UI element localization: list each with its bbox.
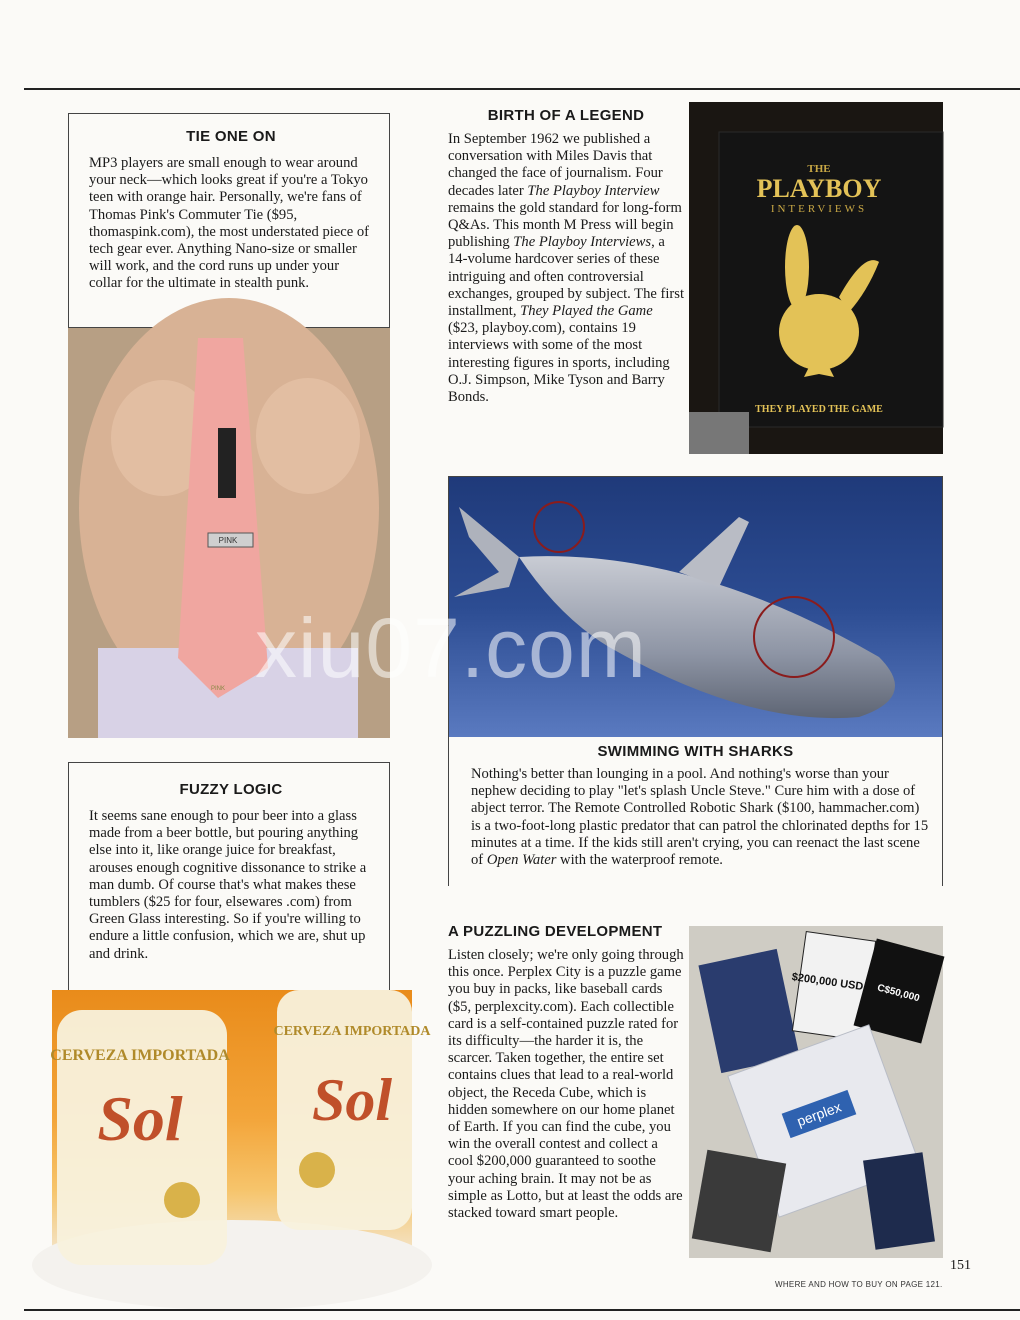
watermark: xiu07.com xyxy=(255,601,647,695)
glass-right-label: CERVEZA IMPORTADA xyxy=(273,1024,431,1039)
book-title-playboy: PLAYBOY xyxy=(756,174,882,203)
book-photo xyxy=(689,102,943,454)
beer-glasses-illustration xyxy=(50,990,431,1275)
swimming-with-sharks-text: Nothing's better than lounging in a pool. And nothing's worse than your nephew deciding to play "let's splash Uncle Steve." Cure him with a dose of abject terror. The Remote Controlled Robotic Shark ($100, hammacher.com) is a two-foot-long plastic predator that can patrol the chlorinated depths for 15 minutes at a time. If the kids still aren't crying, you can reenact the last scene of Open Water with the waterproof remote. xyxy=(471,766,929,869)
buy-note: WHERE AND HOW TO BUY ON PAGE 121. xyxy=(775,1280,943,1289)
tie-label-2: PINK xyxy=(210,686,226,692)
puzzling-development-text: Listen closely; we're only going through this once. Perplex City is a puzzle game you buy in packs, like baseball cards ($5, perplexcity.com). Each collectible card is a self-contained puzzle rated for its difficulty—the harder it is, the scarcer. Taken together, the entire set contains clues that lead to a real-world object, the Receda Cube, which is hidden somewhere on our home planet of Earth. If you can find the cube, you win the overall contest and collect a cool $200,000 guaranteed to soothe your aching brain. It may not be as simple as Lotto, but at least the odds are stacked toward smart people. xyxy=(448,947,684,1222)
book-title-the: THE xyxy=(807,163,831,175)
birth-of-a-legend-heading: BIRTH OF A LEGEND xyxy=(487,107,645,124)
card-text-prize: C$50,000 xyxy=(875,982,921,1005)
tie-photo xyxy=(68,328,390,738)
shark-photo xyxy=(449,477,942,737)
fuzzy-logic-text: It seems sane enough to pour beer into a glass made from a beer bottle, but pouring anything else into it, like orange juice for breakfast, arouses enough cognitive dissonance to strike a man dumb. Of course that's what makes these tumblers ($25 for four, elsewares .com) from Green Glass interesting. So if you're willing to endure a little confusion, which we are, shut up and drink. xyxy=(89,808,367,962)
glass-left-label: CERVEZA IMPORTADA xyxy=(50,1047,230,1064)
page-number: 151 xyxy=(950,1258,971,1273)
perplex-cards-illustration xyxy=(689,926,943,1258)
fuzzy-logic-heading: FUZZY LOGIC xyxy=(179,781,283,798)
book-illustration xyxy=(689,102,943,454)
tie-illustration xyxy=(68,328,390,738)
swimming-with-sharks-heading: SWIMMING WITH SHARKS xyxy=(597,743,794,760)
tie-one-on-heading: TIE ONE ON xyxy=(186,128,276,145)
tie-one-on-box xyxy=(68,113,390,328)
fuzzy-logic-box xyxy=(68,762,390,992)
top-rule xyxy=(24,88,1020,90)
perplex-cards-photo xyxy=(689,926,943,1258)
book-subtitle: THEY PLAYED THE GAME xyxy=(755,404,883,415)
bottom-rule xyxy=(24,1309,1020,1311)
birth-of-a-legend-text: In September 1962 we published a conversation with Miles Davis that changed the face of journalism. Four decades later The Playboy Interview remains the gold standard for long-form Q&As. This month M Press will begin publishing The Playboy Interviews, a 14-volume hardcover series of these intriguing and often controversial exchanges, grouped by subject. The first installment, They Played the Game ($23, playboy.com), contains 19 interviews with some of the most interesting figures in sports, including O.J. Simpson, Mike Tyson and Barry Bonds. xyxy=(448,131,685,406)
glass-left xyxy=(50,1010,230,1265)
shark-feature xyxy=(448,476,943,886)
shark-illustration xyxy=(449,477,944,737)
tie-one-on-text: MP3 players are small enough to wear around your neck—which looks great if you're a Tokyo teen with orange hair. Personally, we're fans of Thomas Pink's Commuter Tie ($95, thomaspink.com), the most understated piece of tech gear ever. Anything Nano-size or smaller will work, and the cord runs up under your collar for the ultimate in stealth punk. xyxy=(89,155,370,292)
card-text-perplex: perplex xyxy=(794,1098,844,1130)
glass-right xyxy=(273,990,431,1230)
glass-left-brand: Sol xyxy=(97,1083,183,1154)
shark-text-area xyxy=(449,737,942,887)
beer-glasses-photo xyxy=(50,990,431,1275)
puzzling-development-heading: A PUZZLING DEVELOPMENT xyxy=(448,923,663,940)
glass-right-brand: Sol xyxy=(311,1067,393,1133)
book-title-interviews: INTERVIEWS xyxy=(770,203,868,215)
tie-label-1: PINK xyxy=(218,536,238,545)
card-text-reward: $200,000 USD xyxy=(790,971,865,994)
